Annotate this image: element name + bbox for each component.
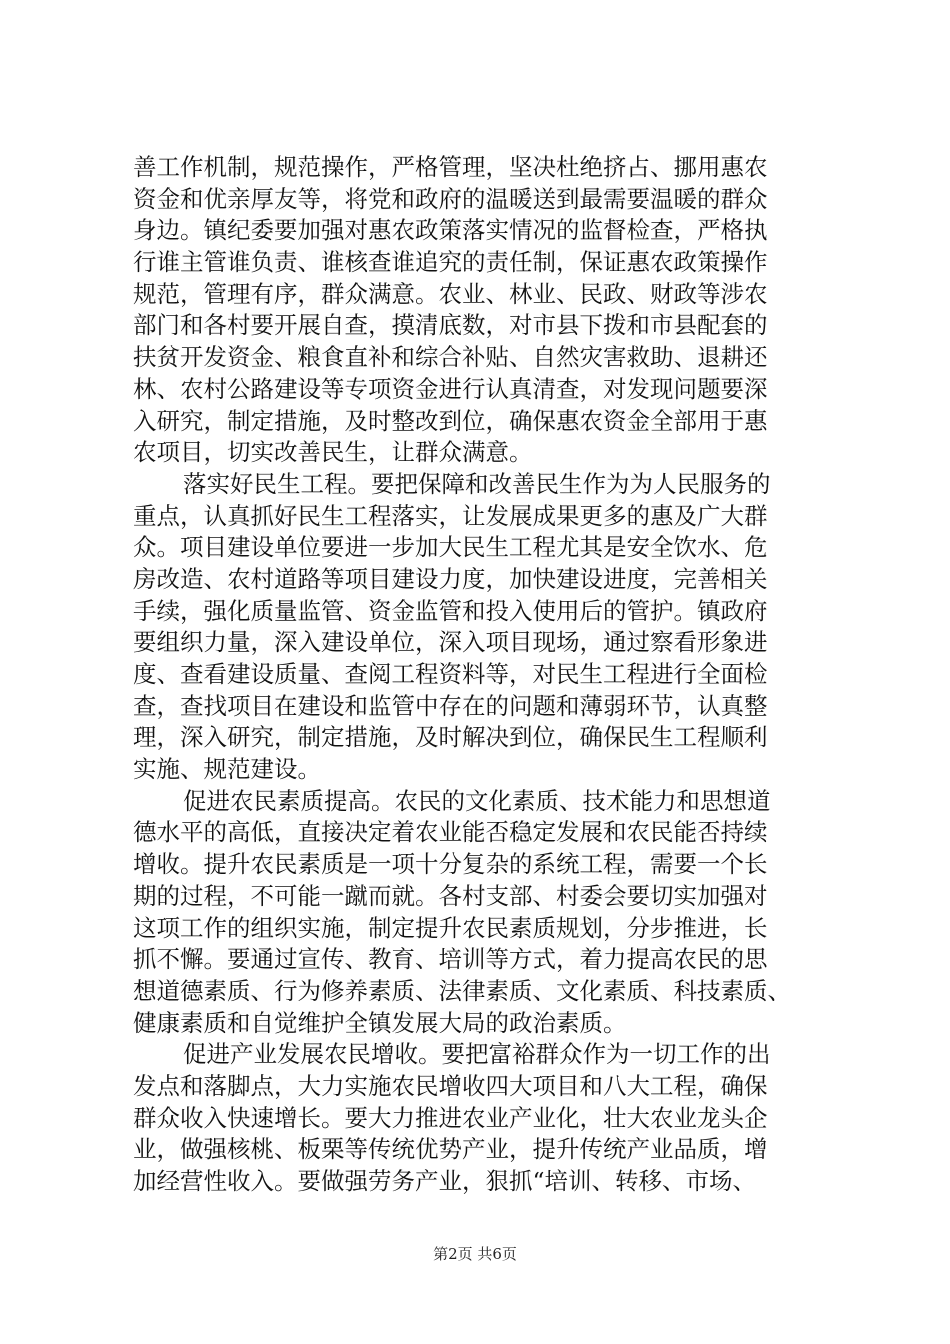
text-line: 群众收入快速增长。要大力推进农业产业化，壮大农业龙头企 bbox=[133, 1103, 768, 1132]
text-line: 加经营性收入。要做强劳务产业，狠抓“培训、转移、市场、 bbox=[133, 1167, 757, 1195]
document-body bbox=[133, 152, 833, 1198]
text-line: 查，查找项目在建设和监管中存在的问题和薄弱环节，认真整 bbox=[133, 691, 768, 720]
page-footer bbox=[0, 1244, 950, 1264]
page-number-label: 第2页 共6页 bbox=[433, 1245, 517, 1263]
text-line: 部门和各村要开展自查，摸清底数，对市县下拨和市县配套的 bbox=[133, 311, 768, 340]
text-line: 实施、规范建设。 bbox=[133, 755, 321, 784]
text-line: 善工作机制，规范操作，严格管理，坚决杜绝挤占、挪用惠农 bbox=[133, 153, 768, 181]
text-line: 众。项目建设单位要进一步加大民生工程尤其是安全饮水、危 bbox=[133, 533, 768, 562]
text-line: 要组织力量，深入建设单位，深入项目现场，通过察看形象进 bbox=[133, 628, 768, 657]
paragraph bbox=[133, 152, 833, 469]
text-line: 理，深入研究，制定措施，及时解决到位，确保民生工程顺利 bbox=[133, 723, 768, 752]
text-line: 重点，认真抓好民生工程落实，让发展成果更多的惠及广大群 bbox=[133, 501, 768, 530]
text-line: 手续，强化质量监管、资金监管和投入使用后的管护。镇政府 bbox=[133, 596, 768, 625]
text-line: 林、农村公路建设等专项资金进行认真清查，对发现问题要深 bbox=[133, 374, 768, 403]
text-line: 想道德素质、行为修养素质、法律素质、文化素质、科技素质、 bbox=[133, 976, 791, 1005]
paragraph bbox=[133, 1039, 833, 1197]
text-line: 房改造、农村道路等项目建设力度，加快建设进度，完善相关 bbox=[133, 564, 768, 593]
text-line: 度、查看建设质量、查阅工程资料等，对民生工程进行全面检 bbox=[133, 660, 768, 688]
text-line: 入研究，制定措施，及时整改到位，确保惠农资金全部用于惠 bbox=[133, 406, 768, 435]
text-line: 农项目，切实改善民生，让群众满意。 bbox=[133, 438, 533, 467]
text-line: 身边。镇纪委要加强对惠农政策落实情况的监督检查，严格执 bbox=[133, 216, 768, 245]
text-line: 促进农民素质提高。农民的文化素质、技术能力和思想道 bbox=[183, 786, 771, 815]
paragraph bbox=[133, 786, 833, 1040]
text-line: 促进产业发展农民增收。要把富裕群众作为一切工作的出 bbox=[183, 1040, 771, 1069]
text-line: 抓不懈。要通过宣传、教育、培训等方式，着力提高农民的思 bbox=[133, 945, 768, 974]
text-line: 资金和优亲厚友等，将党和政府的温暖送到最需要温暖的群众 bbox=[133, 184, 768, 213]
text-line: 德水平的高低，直接决定着农业能否稳定发展和农民能否持续 bbox=[133, 818, 768, 847]
text-line: 规范，管理有序，群众满意。农业、林业、民政、财政等涉农 bbox=[133, 279, 768, 308]
text-line: 健康素质和自觉维护全镇发展大局的政治素质。 bbox=[133, 1008, 627, 1037]
text-line: 增收。提升农民素质是一项十分复杂的系统工程，需要一个长 bbox=[133, 850, 768, 879]
text-line: 行谁主管谁负责、谁核查谁追究的责任制，保证惠农政策操作 bbox=[133, 248, 768, 277]
paragraph bbox=[133, 469, 833, 786]
text-line: 落实好民生工程。要把保障和改善民生作为为人民服务的 bbox=[183, 469, 771, 498]
text-line: 这项工作的组织实施，制定提升农民素质规划，分步推进，长 bbox=[133, 913, 768, 942]
text-line: 发点和落脚点，大力实施农民增收四大项目和八大工程，确保 bbox=[133, 1071, 768, 1100]
text-line: 业，做强核桃、板栗等传统优势产业，提升传统产业品质，增 bbox=[133, 1135, 768, 1164]
text-line: 扶贫开发资金、粮食直补和综合补贴、自然灾害救助、退耕还 bbox=[133, 343, 768, 372]
text-line: 期的过程，不可能一蹴而就。各村支部、村委会要切实加强对 bbox=[133, 881, 768, 910]
